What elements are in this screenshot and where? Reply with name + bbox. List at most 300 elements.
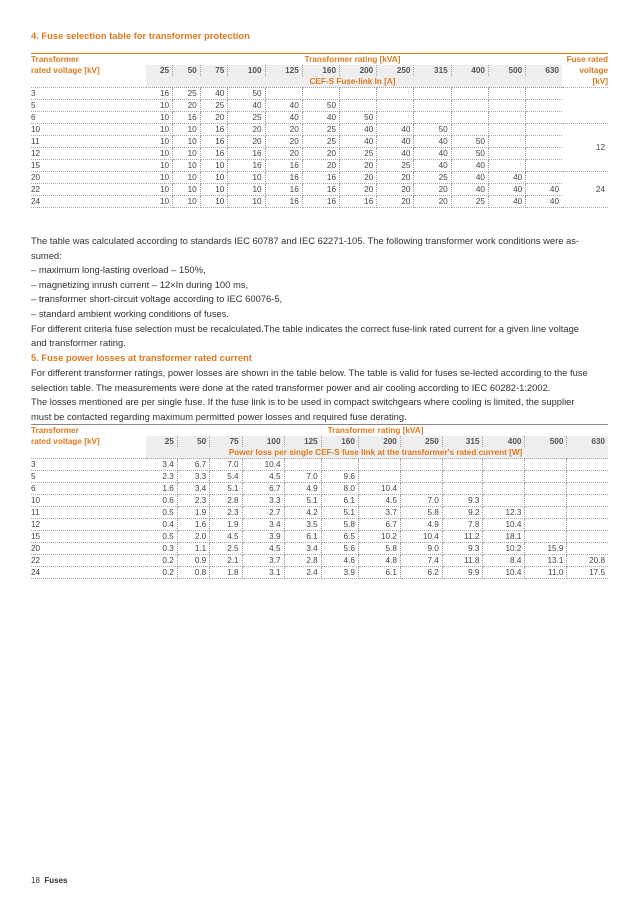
value-cell: [340, 100, 377, 112]
table-row: [31, 567, 608, 579]
value-cell: 10: [173, 148, 201, 160]
table-row: [31, 172, 608, 184]
value-cell: 10: [173, 124, 201, 136]
value-cell: 11.2: [442, 531, 483, 543]
value-cell: 40: [526, 196, 562, 208]
value-cell: [400, 471, 442, 483]
voltage-column-label: rated voltage [kV]: [31, 66, 100, 75]
value-cell: 4.9: [284, 483, 321, 495]
value-cell: [442, 483, 483, 495]
value-cell: 3.4: [284, 543, 321, 555]
section-4-heading: 4. Fuse selection table for transformer protection: [31, 30, 250, 41]
voltage-cell: 20: [31, 543, 146, 555]
value-cell: [525, 531, 567, 543]
rating-header-cell: 160: [302, 65, 339, 76]
value-cell: 10: [146, 136, 173, 148]
value-cell: 20: [228, 124, 265, 136]
rating-header-cell: 500: [488, 65, 525, 76]
value-cell: 40: [302, 112, 339, 124]
value-cell: 5.4: [210, 471, 242, 483]
value-cell: [451, 124, 488, 136]
value-cell: 4.5: [242, 471, 284, 483]
rating-header-cell: 630: [567, 436, 608, 447]
fuse-voltage-cell: 24: [562, 172, 608, 208]
value-cell: 10.2: [483, 543, 525, 555]
value-cell: 5.1: [284, 495, 321, 507]
value-cell: [526, 124, 562, 136]
voltage-cell: 20: [31, 172, 146, 184]
value-cell: 50: [302, 100, 339, 112]
table-header-row: [31, 65, 608, 76]
voltage-cell: 24: [31, 567, 146, 579]
table-row: [31, 112, 608, 124]
value-cell: [400, 459, 442, 471]
value-cell: 40: [265, 112, 302, 124]
value-cell: 20: [377, 172, 414, 184]
value-cell: 3.9: [242, 531, 284, 543]
value-cell: 10: [146, 124, 173, 136]
value-cell: [567, 483, 608, 495]
value-cell: [442, 471, 483, 483]
table-header-row: [31, 447, 608, 459]
text-line: For different criteria fuse selection must be recalculated.The table indicates the correct fuse-link rated current for a given line voltage: [31, 322, 580, 334]
value-cell: 40: [200, 88, 228, 100]
value-cell: 6.7: [177, 459, 209, 471]
value-cell: 10: [146, 172, 173, 184]
fuse-link-label: CEF-S Fuse-link In [A]: [146, 76, 562, 88]
page-number: 18: [31, 876, 40, 885]
value-cell: 3.7: [358, 507, 400, 519]
value-cell: [451, 100, 488, 112]
rating-header-cell: 500: [525, 436, 567, 447]
value-cell: 40: [526, 184, 562, 196]
power-loss-label: Power loss per single CEF-S fuse link at the transformer's rated current [W]: [146, 447, 608, 459]
value-cell: [488, 100, 525, 112]
value-cell: 10: [173, 184, 201, 196]
voltage-cell: 10: [31, 495, 146, 507]
rating-label: Transformer rating [kVA]: [146, 425, 608, 437]
power-loss-paragraph: [31, 366, 591, 424]
table-row: [31, 471, 608, 483]
rating-header-cell: 50: [173, 65, 201, 76]
value-cell: 0.9: [177, 555, 209, 567]
value-cell: 4.2: [284, 507, 321, 519]
value-cell: 7.4: [400, 555, 442, 567]
voltage-cell: 15: [31, 531, 146, 543]
value-cell: 20: [377, 196, 414, 208]
value-cell: 10: [200, 160, 228, 172]
table-row: [31, 136, 608, 148]
table-row: [31, 88, 608, 100]
text-line: The losses mentioned are per single fuse. If the fuse link is to be used in compact switchgears where cooling is limited, the supplier: [31, 396, 575, 408]
value-cell: 40: [377, 124, 414, 136]
value-cell: 7.0: [400, 495, 442, 507]
value-cell: 40: [488, 184, 525, 196]
fuse-selection-table: [31, 53, 608, 208]
value-cell: 10: [200, 184, 228, 196]
table-row: [31, 124, 608, 136]
table-row: [31, 495, 608, 507]
value-cell: 1.6: [177, 519, 209, 531]
value-cell: 25: [302, 136, 339, 148]
text-line: selection table. The measurements were done at the rated transformer power and air cooling according to IEC 60282-1:2002.: [31, 381, 551, 393]
value-cell: 7.8: [442, 519, 483, 531]
voltage-cell: 3: [31, 459, 146, 471]
value-cell: 18.1: [483, 531, 525, 543]
text-line: sumed:: [31, 249, 62, 261]
value-cell: 2.3: [210, 507, 242, 519]
table-row: [31, 531, 608, 543]
value-cell: 2.5: [210, 543, 242, 555]
value-cell: 5.1: [210, 483, 242, 495]
value-cell: 9.3: [442, 543, 483, 555]
value-cell: 40: [414, 136, 451, 148]
value-cell: 0.3: [146, 543, 177, 555]
value-cell: 10: [146, 112, 173, 124]
rating-header-cell: 250: [400, 436, 442, 447]
value-cell: 0.2: [146, 555, 177, 567]
value-cell: 40: [414, 160, 451, 172]
value-cell: [526, 172, 562, 184]
table-row: [31, 507, 608, 519]
value-cell: 5.8: [321, 519, 358, 531]
table-row: [31, 184, 608, 196]
value-cell: 10: [200, 172, 228, 184]
value-cell: 2.8: [284, 555, 321, 567]
value-cell: 3.5: [284, 519, 321, 531]
value-cell: [265, 88, 302, 100]
value-cell: [525, 495, 567, 507]
voltage-column-label: Transformer: [31, 425, 146, 437]
value-cell: [567, 495, 608, 507]
value-cell: 16: [265, 196, 302, 208]
rating-header-cell: 25: [146, 436, 177, 447]
rating-header-cell: 75: [200, 65, 228, 76]
value-cell: 40: [377, 136, 414, 148]
value-cell: [526, 160, 562, 172]
value-cell: 16: [302, 184, 339, 196]
value-cell: [414, 100, 451, 112]
table-row: [31, 148, 608, 160]
value-cell: 6.7: [242, 483, 284, 495]
value-cell: [525, 459, 567, 471]
value-cell: 4.5: [210, 531, 242, 543]
rating-header-cell: 630: [526, 65, 562, 76]
value-cell: 3.7: [242, 555, 284, 567]
value-cell: 2.4: [284, 567, 321, 579]
value-cell: 16: [200, 124, 228, 136]
value-cell: [526, 88, 562, 100]
table-row: [31, 555, 608, 567]
value-cell: 40: [488, 172, 525, 184]
rating-header-cell: 100: [242, 436, 284, 447]
value-cell: 20: [200, 112, 228, 124]
voltage-cell: 5: [31, 471, 146, 483]
value-cell: [525, 471, 567, 483]
value-cell: 16: [173, 112, 201, 124]
rating-header-cell: 315: [414, 65, 451, 76]
value-cell: 11.0: [525, 567, 567, 579]
value-cell: 16: [228, 160, 265, 172]
value-cell: 20: [265, 136, 302, 148]
value-cell: 13.1: [525, 555, 567, 567]
value-cell: 40: [340, 136, 377, 148]
value-cell: [451, 112, 488, 124]
value-cell: 1.1: [177, 543, 209, 555]
value-cell: 6.1: [358, 567, 400, 579]
text-line: – standard ambient working conditions of fuses.: [31, 307, 230, 319]
value-cell: 25: [414, 172, 451, 184]
value-cell: 16: [265, 172, 302, 184]
value-cell: 10: [146, 184, 173, 196]
value-cell: 6.5: [321, 531, 358, 543]
voltage-cell: 5: [31, 100, 146, 112]
value-cell: 12.3: [483, 507, 525, 519]
value-cell: 9.6: [321, 471, 358, 483]
fuse-voltage-cell: 12: [562, 124, 608, 172]
text-line: and transformer rating.: [31, 337, 126, 349]
rating-header-cell: 200: [340, 65, 377, 76]
value-cell: 25: [377, 160, 414, 172]
rating-header-cell: 75: [210, 436, 242, 447]
value-cell: 7.0: [210, 459, 242, 471]
value-cell: 9.0: [400, 543, 442, 555]
rating-header-cell: 125: [284, 436, 321, 447]
value-cell: [358, 471, 400, 483]
table-row: [31, 543, 608, 555]
value-cell: 9.3: [442, 495, 483, 507]
value-cell: 5.6: [321, 543, 358, 555]
value-cell: 10.4: [483, 519, 525, 531]
value-cell: 40: [488, 196, 525, 208]
value-cell: 10: [146, 100, 173, 112]
value-cell: 0.2: [146, 567, 177, 579]
value-cell: 3.1: [242, 567, 284, 579]
text-line: must be contacted regarding maximum permitted power losses and required fuse derating.: [31, 410, 407, 422]
value-cell: 20: [228, 136, 265, 148]
voltage-column-label: Transformer: [31, 54, 146, 66]
value-cell: 40: [265, 100, 302, 112]
value-cell: 20: [340, 160, 377, 172]
value-cell: 20: [377, 184, 414, 196]
spacer-cell: [562, 88, 608, 124]
value-cell: [358, 459, 400, 471]
value-cell: 40: [340, 124, 377, 136]
rating-header-cell: 200: [358, 436, 400, 447]
value-cell: 25: [340, 148, 377, 160]
value-cell: [488, 124, 525, 136]
value-cell: 25: [173, 88, 201, 100]
value-cell: 40: [451, 172, 488, 184]
value-cell: 10.4: [358, 483, 400, 495]
footer-title: Fuses: [44, 876, 68, 885]
value-cell: 20: [414, 196, 451, 208]
value-cell: [567, 531, 608, 543]
table-header-row: [31, 76, 608, 88]
value-cell: [483, 483, 525, 495]
value-cell: [483, 471, 525, 483]
value-cell: [526, 136, 562, 148]
value-cell: [483, 495, 525, 507]
value-cell: 4.6: [321, 555, 358, 567]
value-cell: 50: [451, 136, 488, 148]
value-cell: 3.4: [242, 519, 284, 531]
value-cell: 4.5: [242, 543, 284, 555]
value-cell: [567, 507, 608, 519]
page-footer: [31, 876, 67, 885]
rating-header-cell: 315: [442, 436, 483, 447]
value-cell: [488, 88, 525, 100]
value-cell: [377, 88, 414, 100]
value-cell: 25: [302, 124, 339, 136]
text-line: The table was calculated according to standards IEC 60787 and IEC 62271-105. The following transformer work conditions were as-: [31, 235, 580, 246]
value-cell: 5.1: [321, 507, 358, 519]
value-cell: 20: [265, 148, 302, 160]
value-cell: 16: [200, 148, 228, 160]
value-cell: 10.4: [242, 459, 284, 471]
value-cell: 40: [228, 100, 265, 112]
value-cell: [488, 136, 525, 148]
rating-header-cell: 400: [451, 65, 488, 76]
value-cell: [567, 459, 608, 471]
value-cell: 50: [414, 124, 451, 136]
value-cell: [340, 88, 377, 100]
value-cell: [284, 459, 321, 471]
table-header-row: [31, 54, 608, 66]
text-line: – maximum long-lasting overload – 150%,: [31, 264, 206, 276]
value-cell: 10: [146, 196, 173, 208]
value-cell: 25: [451, 196, 488, 208]
value-cell: [400, 483, 442, 495]
value-cell: [451, 88, 488, 100]
value-cell: 17.5: [567, 567, 608, 579]
value-cell: [414, 112, 451, 124]
value-cell: 20: [340, 172, 377, 184]
spacer-cell: [31, 76, 146, 88]
voltage-column-label: rated voltage [kV]: [31, 437, 100, 446]
value-cell: 2.3: [177, 495, 209, 507]
value-cell: 1.9: [177, 507, 209, 519]
table-row: [31, 100, 608, 112]
value-cell: 50: [228, 88, 265, 100]
value-cell: 4.5: [358, 495, 400, 507]
rating-label: Transformer rating [kVA]: [146, 54, 562, 66]
value-cell: 40: [377, 148, 414, 160]
rating-header-cell: 400: [483, 436, 525, 447]
conditions-paragraph: [31, 234, 591, 351]
value-cell: 16: [340, 196, 377, 208]
value-cell: [526, 148, 562, 160]
value-cell: [488, 112, 525, 124]
value-cell: [526, 112, 562, 124]
rating-header-cell: 250: [377, 65, 414, 76]
value-cell: 10.2: [358, 531, 400, 543]
value-cell: [414, 88, 451, 100]
value-cell: 8.4: [483, 555, 525, 567]
table-row: [31, 196, 608, 208]
value-cell: 20: [265, 124, 302, 136]
voltage-cell: 12: [31, 148, 146, 160]
value-cell: [488, 148, 525, 160]
value-cell: [488, 160, 525, 172]
spacer-cell: [31, 447, 146, 459]
value-cell: 1.6: [146, 483, 177, 495]
value-cell: 10: [146, 160, 173, 172]
value-cell: 3.9: [321, 567, 358, 579]
text-line: – transformer short-circuit voltage according to IEC 60076-5,: [31, 293, 283, 305]
value-cell: [377, 100, 414, 112]
value-cell: 8.0: [321, 483, 358, 495]
value-cell: 2.7: [242, 507, 284, 519]
value-cell: 0.5: [146, 531, 177, 543]
fuse-voltage-label: [kV]: [562, 76, 608, 88]
rating-header-cell: 50: [177, 436, 209, 447]
rating-header-cell: 160: [321, 436, 358, 447]
voltage-cell: 11: [31, 507, 146, 519]
value-cell: 4.8: [358, 555, 400, 567]
value-cell: 0.6: [146, 495, 177, 507]
value-cell: 4.9: [400, 519, 442, 531]
value-cell: 40: [451, 160, 488, 172]
value-cell: 6.1: [284, 531, 321, 543]
value-cell: 40: [414, 148, 451, 160]
value-cell: 3.4: [146, 459, 177, 471]
value-cell: 50: [340, 112, 377, 124]
table-row: [31, 160, 608, 172]
value-cell: 10: [146, 148, 173, 160]
value-cell: 0.8: [177, 567, 209, 579]
value-cell: 25: [200, 100, 228, 112]
value-cell: [442, 459, 483, 471]
value-cell: 3.4: [177, 483, 209, 495]
value-cell: 9.9: [442, 567, 483, 579]
voltage-cell: 22: [31, 184, 146, 196]
value-cell: 10: [228, 196, 265, 208]
table-row: [31, 459, 608, 471]
table-row: [31, 483, 608, 495]
value-cell: 2.1: [210, 555, 242, 567]
fuse-voltage-label: voltage: [579, 66, 608, 75]
value-cell: 0.5: [146, 507, 177, 519]
value-cell: 25: [228, 112, 265, 124]
value-cell: 20: [302, 148, 339, 160]
value-cell: 16: [265, 184, 302, 196]
table-row: [31, 519, 608, 531]
value-cell: 40: [451, 184, 488, 196]
value-cell: 10: [173, 160, 201, 172]
value-cell: 1.9: [210, 519, 242, 531]
table-header-row: [31, 436, 608, 447]
value-cell: 16: [265, 160, 302, 172]
value-cell: 20: [414, 184, 451, 196]
value-cell: 3.3: [242, 495, 284, 507]
value-cell: 10.4: [483, 567, 525, 579]
value-cell: 2.3: [146, 471, 177, 483]
text-line: For different transformer ratings, power losses are shown in the table below. The table is valid for fuses se-lected according to the fuse: [31, 367, 588, 378]
fuse-voltage-label: Fuse rated: [562, 54, 608, 66]
text-line: – magnetizing inrush current – 12×In during 100 ms,: [31, 278, 249, 290]
value-cell: [567, 471, 608, 483]
value-cell: 10: [228, 184, 265, 196]
value-cell: 16: [228, 148, 265, 160]
value-cell: 1.8: [210, 567, 242, 579]
value-cell: 20: [302, 160, 339, 172]
value-cell: [567, 543, 608, 555]
voltage-cell: 11: [31, 136, 146, 148]
value-cell: 2.0: [177, 531, 209, 543]
value-cell: 16: [302, 196, 339, 208]
rating-header-cell: 25: [146, 65, 173, 76]
